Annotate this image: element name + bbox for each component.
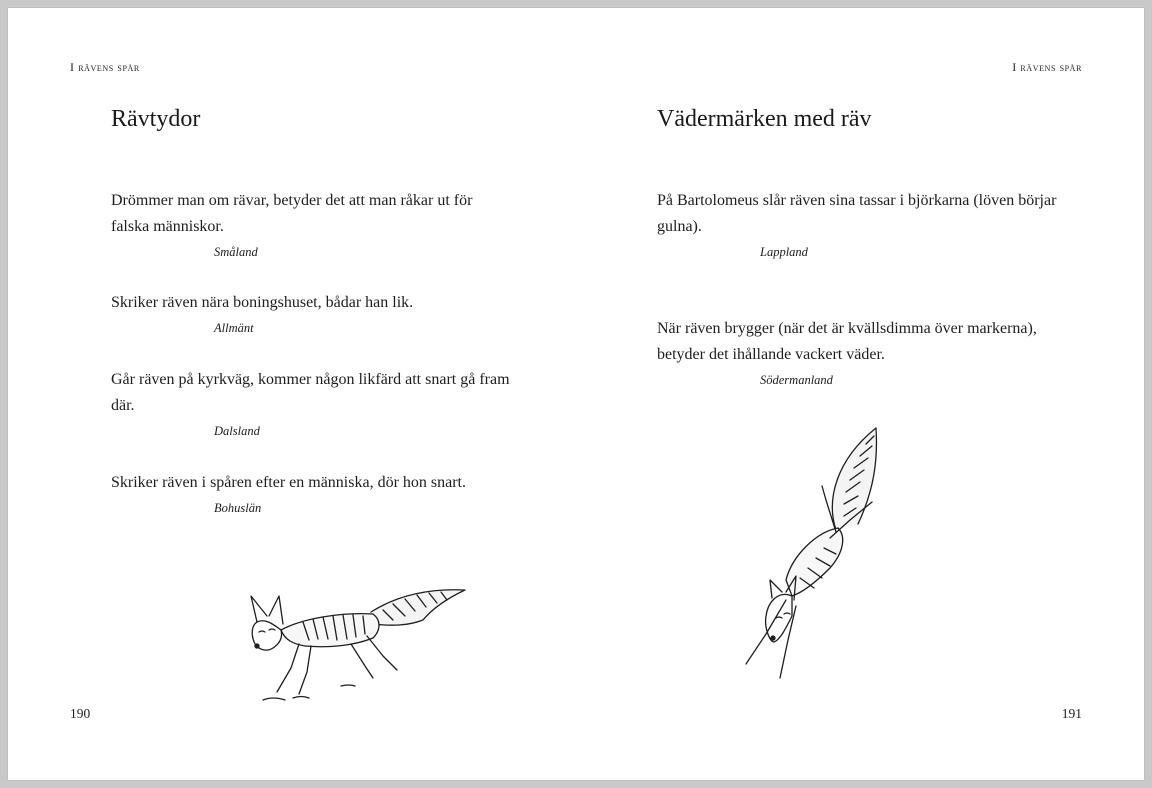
walking-fox-illustration xyxy=(233,568,483,708)
entry-source: Bohuslän xyxy=(214,501,262,515)
entry-1 xyxy=(111,188,511,262)
entry-source: Småland xyxy=(214,245,258,259)
entry-text: När räven brygger (när det är kvällsdimma över markerna), betyder det ihållande vackert väder. xyxy=(657,320,1037,363)
entry-text: Går räven på kyrkväg, kommer någon likfärd att snart gå fram där. xyxy=(111,371,510,414)
entry-text: Skriker räven i spåren efter en människa, dör hon snart. xyxy=(111,474,466,491)
page-heading-right: Vädermärken med räv xyxy=(657,106,872,132)
entry-source: Allmänt xyxy=(214,321,254,335)
entry-3 xyxy=(111,367,511,441)
entry-source: Södermanland xyxy=(760,373,833,387)
leaping-fox-illustration xyxy=(726,420,906,680)
entry-text: Drömmer man om rävar, betyder det att man råkar ut för falska människor. xyxy=(111,192,473,235)
entry-2 xyxy=(111,290,511,338)
running-head-left: I rävens spår xyxy=(70,60,140,74)
entry-text: Skriker räven nära boningshuset, bådar han lik. xyxy=(111,294,414,311)
entry-text: På Bartolomeus slår räven sina tassar i björkarna (löven börjar gulna). xyxy=(657,192,1057,235)
entry-4 xyxy=(111,470,511,518)
entry-source: Lappland xyxy=(760,245,808,259)
book-spread xyxy=(8,8,1144,780)
page-number-right: 191 xyxy=(1061,706,1082,721)
entry-source: Dalsland xyxy=(214,424,260,438)
page-number-left: 190 xyxy=(70,706,91,721)
page-heading-left: Rävtydor xyxy=(111,106,201,132)
left-page xyxy=(8,8,576,780)
running-head-right: I rävens spår xyxy=(1012,60,1082,74)
right-page xyxy=(576,8,1144,780)
entry-2 xyxy=(657,316,1057,390)
entry-1 xyxy=(657,188,1057,262)
